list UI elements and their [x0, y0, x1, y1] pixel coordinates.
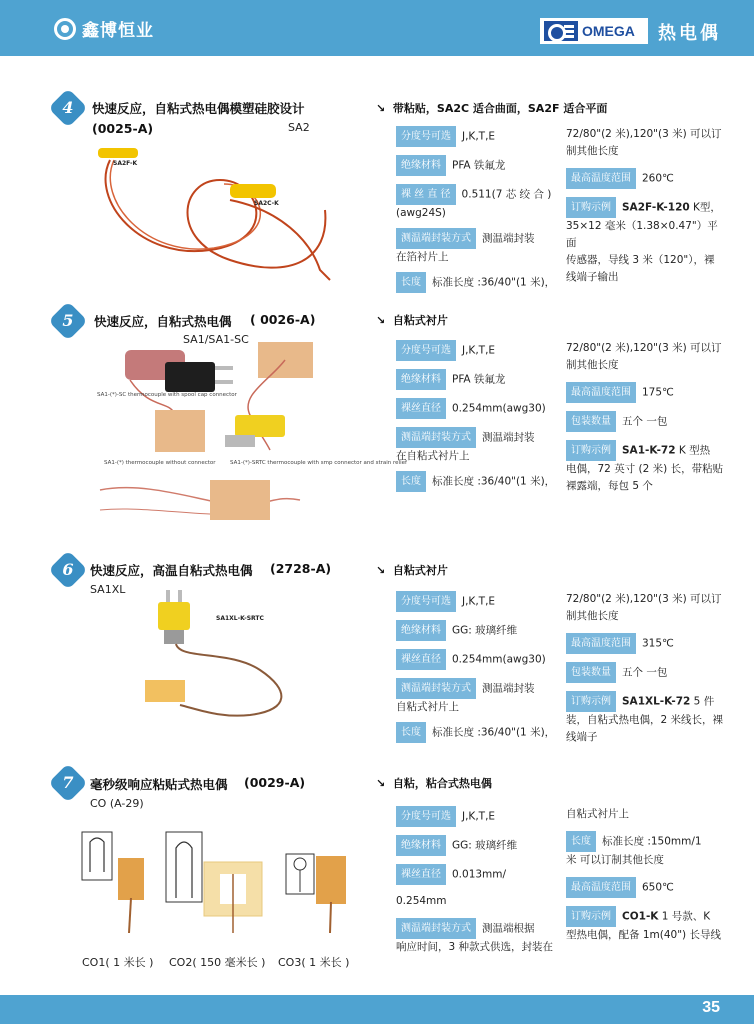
sa1-product-image	[90, 340, 407, 535]
spec-tag: 裸 丝 直 径	[396, 184, 456, 205]
brand-name: 鑫博恒业	[82, 21, 154, 41]
spec-tag: 包装数量	[566, 411, 616, 432]
section-title: 快速反应，高温自粘式热电偶	[90, 563, 253, 578]
spec-tag: 绝缘材料	[396, 835, 446, 856]
spec-tag: 裸丝直径	[396, 398, 446, 419]
spec-tag: 订购示例	[566, 197, 616, 218]
spec-tag: 测温端封装方式	[396, 427, 476, 448]
spec-tag: 分度号可选	[396, 806, 456, 827]
spec-tag: 绝缘材料	[396, 620, 446, 641]
image-label: SA1XL-K-SRTC	[216, 615, 264, 622]
image-label: SA1-(*)-SC thermocouple with spool cap connector	[97, 392, 237, 398]
spec-tag: 最高温度范围	[566, 877, 636, 898]
spec-tag: 最高温度范围	[566, 382, 636, 403]
header-bar	[0, 0, 754, 56]
spec-heading: ↘ 自粘式衬片	[376, 314, 448, 327]
spec-tag: 分度号可选	[396, 340, 456, 361]
page-number: 35	[702, 999, 720, 1016]
spec-tag: 裸丝直径	[396, 649, 446, 670]
footer-bar	[0, 995, 754, 1024]
spec-tag: 订购示例	[566, 691, 616, 712]
spec-tag: 包装数量	[566, 662, 616, 683]
spec-tag: 测温端封装方式	[396, 228, 476, 249]
spec-tag: 分度号可选	[396, 126, 456, 147]
sa1xl-product-image	[140, 580, 340, 740]
section-model: SA2	[288, 121, 310, 134]
image-caption: CO3( 1 米长 )	[278, 956, 350, 969]
spec-list-left: 分度号可选 J,K,T,E 绝缘材料 PFA 铁氟龙 裸 丝 直 径 0.511(7 芯 绞 合 ) (awg24S) 测温端封装方式 测温端封装 在箔衬片上 长度 标准长度 :36/40"(1 米)，	[396, 126, 556, 293]
section-title: 快速反应，自粘式热电偶模塑硅胶设计	[92, 101, 305, 116]
brand-logo	[54, 16, 154, 41]
spec-heading: ↘ 自粘式衬片	[376, 564, 448, 577]
section-title: 毫秒级响应粘贴式热电偶	[90, 777, 228, 792]
spec-tag: 分度号可选	[396, 591, 456, 612]
image-caption: CO1( 1 米长 )	[82, 956, 154, 969]
section-model: SA1/SA1-SC	[183, 333, 249, 346]
page-category-title: 热电偶	[658, 23, 721, 44]
spec-list-right: 自粘式衬片上 长度 标准长度 :150mm/1 米 可以订制其他长度 最高温度范围 650℃ 订购示例 CO1-K 1 号款、K 型热电偶，配备 1m(40") 长导线	[566, 808, 721, 941]
spec-tag: 测温端封装方式	[396, 918, 476, 939]
spec-tag: 最高温度范围	[566, 633, 636, 654]
spec-tag: 订购示例	[566, 906, 616, 927]
section-title: 快速反应，自粘式热电偶	[94, 314, 232, 329]
spec-list-right: 72/80"(2 米),120"(3 米) 可以订 制其他长度 最高温度范围 175℃ 包装数量 五个 一包 订购示例 SA1-K-72 K 型热 电偶，72 英寸 (2 米) 长，带粘贴 裸露端，每包 5 个	[566, 342, 724, 492]
spec-tag: 测温端封装方式	[396, 678, 476, 699]
omega-logo-icon	[544, 21, 578, 41]
spec-tag: 长度	[396, 471, 426, 492]
spec-list-left: 分度号可选 J,K,T,E 绝缘材料 PFA 铁氟龙 裸丝直径 0.254mm(awg30) 测温端封装方式 测温端封装 在自粘式衬片上 长度 标准长度 :36/40"(1 米)，	[396, 340, 556, 492]
co-product-images	[80, 828, 350, 938]
section-model: SA1XL	[90, 583, 126, 596]
spec-tag: 绝缘材料	[396, 369, 446, 390]
image-label: SA1-(*)-SRTC thermocouple with smp connector and strain relief	[230, 460, 407, 466]
spec-tag: 最高温度范围	[566, 168, 636, 189]
spec-tag: 长度	[396, 722, 426, 743]
spec-tag: 绝缘材料	[396, 155, 446, 176]
spec-heading: ↘ 自粘，粘合式热电偶	[376, 777, 492, 790]
section-code: (0025-A)	[92, 121, 154, 136]
spec-list-right: 72/80"(2 米),120"(3 米) 可以订 制其他长度 最高温度范围 260℃ 订购示例 SA2F-K-120 K型， 35×12 毫米（1.38×0.47"）平面 传感器，导线 3 米（120"），裸 线端子输出	[566, 128, 722, 283]
image-label: SA2C-K	[254, 200, 279, 207]
image-label: SA2F-K	[113, 160, 138, 167]
omega-logo-text: OMEGA	[582, 23, 635, 39]
spec-tag: 裸丝直径	[396, 864, 446, 885]
section-number: 6	[62, 560, 74, 579]
section-code: (0029-A)	[244, 775, 306, 790]
spec-tag: 长度	[566, 831, 596, 852]
section-code: ( 0026-A)	[250, 312, 316, 327]
section-number: 5	[62, 311, 74, 330]
spec-list-left: 分度号可选 J,K,T,E 绝缘材料 GG: 玻璃纤维 裸丝直径 0.254mm(awg30) 测温端封装方式 测温端封装 自粘式衬片上 长度 标准长度 :36/40"(1 米)，	[396, 591, 556, 743]
section-model: CO (A-29)	[90, 797, 144, 810]
spec-heading: ↘ 带粘贴，SA2C 适合曲面，SA2F 适合平面	[376, 102, 608, 115]
spec-list-right: 72/80"(2 米),120"(3 米) 可以订 制其他长度 最高温度范围 315℃ 包装数量 五个 一包 订购示例 SA1XL-K-72 5 件 装，自粘式热电偶，2 米线长，裸 线端子	[566, 593, 724, 743]
spec-list-left: 分度号可选 J,K,T,E 绝缘材料 GG: 玻璃纤维 裸丝直径 0.013mm/ 0.254mm 测温端封装方式 测温端根据 响应时间，3 种款式供选，封装在	[396, 806, 556, 956]
section-number: 4	[62, 98, 74, 117]
spec-tag: 长度	[396, 272, 426, 293]
image-caption: CO2( 150 毫米长 )	[169, 956, 266, 969]
brand-logo-icon	[54, 18, 76, 40]
section-code: (2728-A)	[270, 561, 332, 576]
omega-logo	[540, 18, 648, 44]
section-number: 7	[62, 773, 74, 792]
spec-tag: 订购示例	[566, 440, 616, 461]
image-label: SA1-(*) thermocouple without connector	[104, 460, 216, 466]
